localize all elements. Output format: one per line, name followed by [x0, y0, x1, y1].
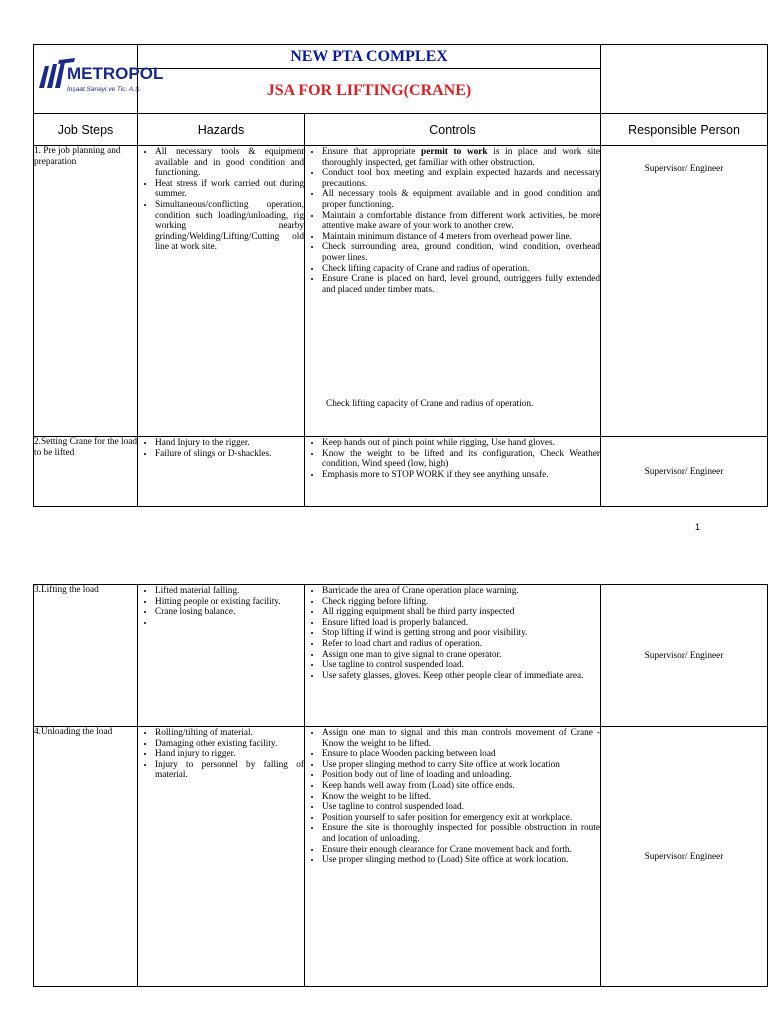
list-item: • Hitting people or existing facility. — [155, 597, 304, 608]
list-item: • Use proper slinging method to carry Site office at work location — [322, 760, 600, 771]
table-row — [34, 437, 768, 507]
list-item: • Assign one man to signal and this man controls movement of Crane -Know the weight to be lifted. — [322, 728, 600, 749]
responsible-person: Supervisor/ Engineer — [601, 437, 768, 507]
controls-overflow-text: Check lifting capacity of Crane and radius of operation. — [326, 399, 534, 409]
table-row — [34, 585, 768, 727]
list-item: • Maintain minimum distance of 4 meters from overhead power line. — [322, 232, 600, 243]
list-item: • Injury to personnel by falling of material. — [155, 760, 304, 781]
list-item: • Check surrounding area, ground condition, wind condition, overhead power lines. — [322, 242, 600, 263]
hazards-cell — [138, 146, 305, 437]
list-item: • Check lifting capacity of Crane and radius of operation. — [322, 264, 600, 275]
list-item: • Refer to load chart and radius of operation. — [322, 639, 600, 650]
col-header-responsible: Responsible Person — [601, 114, 768, 146]
responsible-person: Supervisor/ Engineer — [601, 585, 768, 727]
list-item: • Keep hands well away from (Load) site office ends. — [322, 781, 600, 792]
list-item: • Use tagline to control suspended load. — [322, 660, 600, 671]
page-number: 1 — [695, 522, 701, 532]
responsible-person: Supervisor/ Engineer — [601, 146, 768, 437]
list-item: • All necessary tools & equipment available and in good condition and functioning. — [155, 147, 304, 179]
table-row — [34, 146, 768, 437]
list-item: • Position yourself to safer position for emergency exit at workplace. — [322, 813, 600, 824]
job-step: 1. Pre job planning and preparation — [34, 146, 138, 437]
col-header-job-steps: Job Steps — [34, 114, 138, 146]
list-item: • Assign one man to give signal to crane operator. — [322, 650, 600, 661]
list-item: • Crane losing balance. — [155, 607, 304, 618]
logo-tagline: İnşaat Sanayi ve Tic. A.Ş. — [67, 86, 142, 93]
list-item: • Ensure that appropriate permit to work is in place and work site thoroughly inspected, get familiar with other obstruction. — [322, 147, 600, 168]
document-subtitle: JSA FOR LIFTING(CRANE) — [138, 69, 601, 114]
controls-cell — [305, 437, 601, 507]
list-item: • Ensure their enough clearance for Crane movement back and forth. — [322, 845, 600, 856]
list-item: • Maintain a comfortable distance from different work activities, be more attentive make aware of your work to another crew. — [322, 211, 600, 232]
list-item: • Barricade the area of Crane operation place warning. — [322, 586, 600, 597]
list-item: • Simultaneous/conflicting operation, condition such loading/unloading, rig working nearby grinding/Welding/Lifting/Cutting old line at work site. — [155, 200, 304, 253]
job-step: 3.Lifting the load — [34, 585, 138, 727]
project-title: NEW PTA COMPLEX — [138, 45, 601, 69]
list-item: • Lifted material falling. — [155, 586, 304, 597]
list-item: • Check rigging before lifting. — [322, 597, 600, 608]
list-item: • Damaging other existing facility. — [155, 739, 304, 750]
list-item: • Heat stress if work carried out during summer. — [155, 179, 304, 200]
table-row — [34, 727, 768, 987]
list-item: • Conduct tool box meeting and explain expected hazards and necessary precautions. — [322, 168, 600, 189]
list-item: • Ensure to place Wooden packing between load — [322, 749, 600, 760]
list-item: • Ensure lifted load is properly balanced. — [322, 618, 600, 629]
hazards-cell — [138, 437, 305, 507]
header-empty-cell — [601, 45, 768, 114]
jsa-table-page-2 — [33, 584, 768, 987]
hazards-cell — [138, 585, 305, 727]
responsible-person: Supervisor/ Engineer — [601, 727, 768, 987]
col-header-controls: Controls — [305, 114, 601, 146]
list-item: • Ensure the site is thoroughly inspected for possible obstruction in route and location of unloading. — [322, 823, 600, 844]
list-item: • Use tagline to control suspended load. — [322, 802, 600, 813]
jsa-table-page-1 — [33, 44, 768, 507]
metropol-logo — [37, 54, 167, 104]
list-item: • Keep hands out of pinch point while rigging, Use hand gloves. — [322, 438, 600, 449]
list-item: • Failure of slings or D-shackles. — [155, 449, 304, 460]
list-item: • Rolling/tilting of material. — [155, 728, 304, 739]
list-item: • Emphasis more to STOP WORK if they see anything unsafe. — [322, 470, 600, 481]
list-item: • Ensure Crane is placed on hard, level ground, outriggers fully extended and placed under timber mats. — [322, 274, 600, 295]
list-item: • Use safety glasses, gloves. Keep other people clear of immediate area. — [322, 671, 600, 682]
col-header-hazards: Hazards — [138, 114, 305, 146]
list-item: • Know the weight to be lifted and its configuration, Check Weather condition, Wind speed (low, high) — [322, 449, 600, 470]
hazards-cell — [138, 727, 305, 987]
list-item: • Use proper slinging method to (Load) Site office at work location. — [322, 855, 600, 866]
logo-text: METROPOL — [67, 64, 164, 83]
list-item: • Position body out of line of loading and unloading. — [322, 770, 600, 781]
controls-cell — [305, 585, 601, 727]
list-item: • Stop lifting if wind is getting strong and poor visibility. — [322, 628, 600, 639]
job-step: 2.Setting Crane for the load to be lifted — [34, 437, 138, 507]
controls-cell — [305, 146, 601, 437]
list-item: • All rigging equipment shall be third party inspected — [322, 607, 600, 618]
job-step: 4.Unloading the load — [34, 727, 138, 987]
list-item: • Hand injury to rigger. — [155, 749, 304, 760]
list-item — [155, 618, 304, 646]
list-item: • All necessary tools & equipment available and in good condition and proper functioning. — [322, 189, 600, 210]
list-item: • Hand Injury to the rigger. — [155, 438, 304, 449]
controls-cell — [305, 727, 601, 987]
list-item: • Know the weight to be lifted. — [322, 792, 600, 803]
